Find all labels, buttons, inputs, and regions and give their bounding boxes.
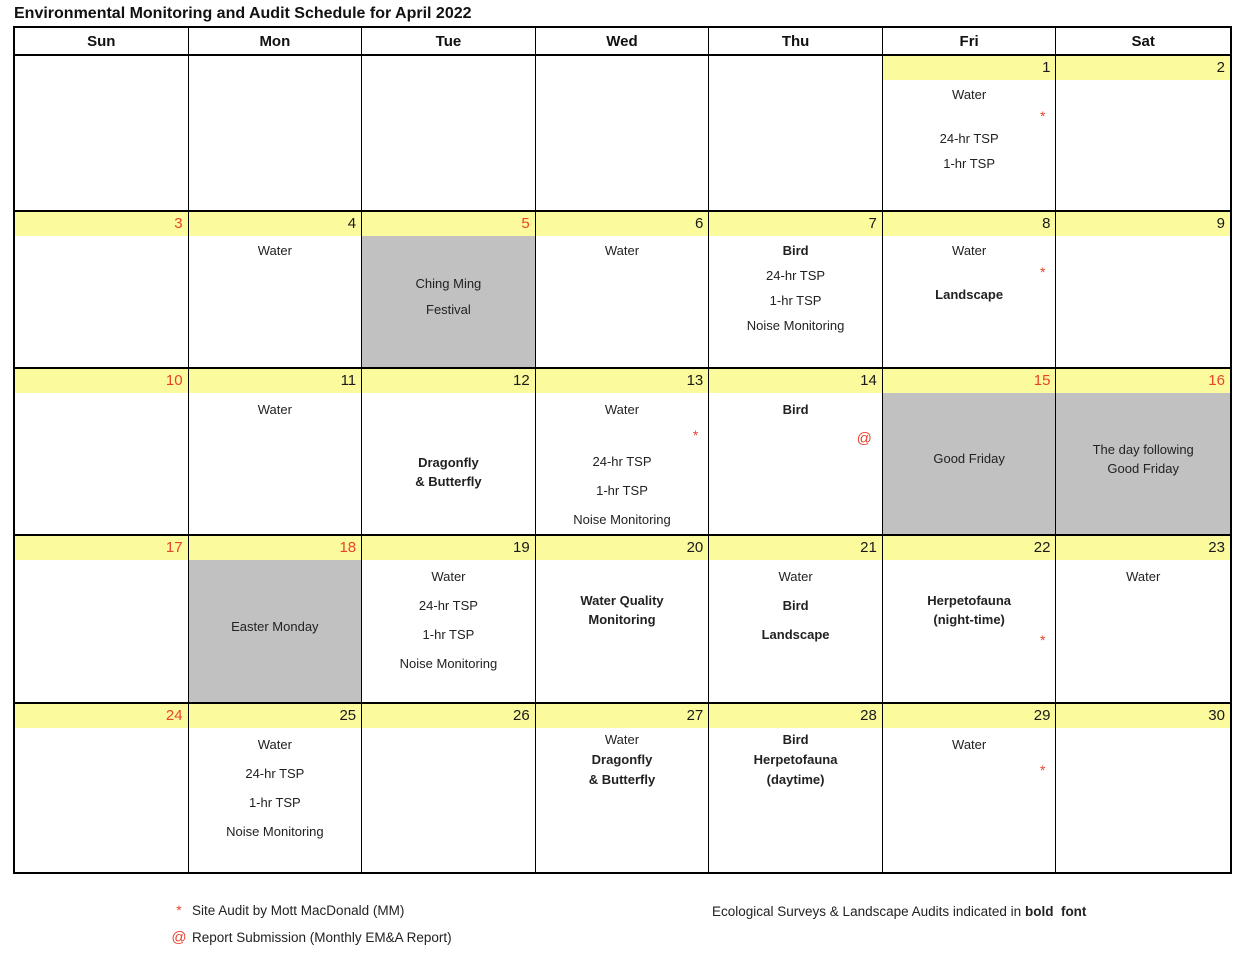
day-content (883, 728, 1056, 872)
day-cell-1 (883, 56, 1057, 212)
day-cell-8 (883, 212, 1057, 369)
day-number-strip (709, 56, 882, 80)
day-cell-empty (189, 56, 363, 212)
day-cell-27 (536, 704, 710, 872)
day-content (1056, 728, 1230, 872)
day-content (189, 728, 362, 872)
day-number-strip (15, 704, 188, 728)
activity-label: Water Quality Monitoring (580, 593, 664, 627)
day-number: 20 (686, 539, 704, 556)
activity-label: Noise Monitoring (573, 512, 671, 527)
day-content (536, 393, 709, 534)
activity-label: Water (952, 243, 987, 258)
legend-report-submission-text: Report Submission (Monthly EM&A Report) (192, 930, 452, 945)
day-number-strip (189, 56, 362, 80)
day-number: 27 (686, 707, 704, 724)
activity-label: Landscape (761, 627, 830, 642)
weekday-header-thu: Thu (709, 28, 883, 56)
day-number: 6 (694, 215, 704, 232)
day-content (709, 393, 882, 534)
day-content (536, 236, 709, 367)
day-content (15, 80, 188, 210)
day-number-strip (536, 212, 709, 236)
day-cell-14 (709, 369, 883, 536)
activity-label: Noise Monitoring (746, 318, 845, 333)
legend-site-audit (170, 902, 452, 929)
day-number: 2 (1216, 59, 1225, 76)
site-audit-asterisk-icon: * (692, 427, 699, 443)
day-content (15, 560, 188, 702)
holiday-label: Good Friday (933, 451, 1005, 466)
day-number-strip (362, 56, 535, 80)
activity-label: 24-hr TSP (418, 598, 478, 613)
activity-label: Bird (782, 243, 809, 258)
day-number: 22 (1033, 539, 1051, 556)
day-number: 13 (686, 372, 704, 389)
day-cell-30 (1056, 704, 1230, 872)
activity-label: Dragonfly & Butterfly (588, 752, 656, 787)
day-cell-9 (1056, 212, 1230, 369)
day-number-strip (709, 536, 882, 560)
day-number: 15 (1033, 372, 1051, 389)
holiday-content (883, 393, 1056, 534)
day-number: 25 (339, 707, 357, 724)
activity-label: Landscape (935, 287, 1004, 302)
activity-label (362, 424, 535, 453)
day-cell-11 (189, 369, 363, 536)
weekday-header-sat: Sat (1056, 28, 1230, 56)
day-cell-20 (536, 536, 710, 704)
holiday-content (362, 236, 535, 367)
day-number-strip (189, 704, 362, 728)
day-cell-23 (1056, 536, 1230, 704)
day-cell-12 (362, 369, 536, 536)
day-content (15, 393, 188, 534)
day-number: 17 (165, 539, 183, 556)
day-content (1056, 560, 1230, 702)
legend-bold-note-prefix: Ecological Surveys & Landscape Audits indicated in (712, 904, 1025, 919)
day-cell-21 (709, 536, 883, 704)
site-audit-asterisk-icon: * (1039, 632, 1046, 648)
holiday-label: Ching Ming Festival (415, 275, 482, 317)
day-number: 14 (860, 372, 877, 389)
day-number: 4 (347, 215, 357, 232)
day-number: 28 (860, 707, 877, 724)
day-cell-empty (536, 56, 710, 212)
day-number: 1 (1042, 59, 1051, 76)
day-number-strip (362, 704, 535, 728)
day-content (362, 80, 535, 210)
day-number-strip (536, 536, 709, 560)
day-content (1056, 236, 1230, 367)
activity-label: Water (257, 243, 292, 258)
activity-label: Noise Monitoring (226, 824, 324, 839)
day-content (362, 393, 535, 534)
day-number-strip (189, 536, 362, 560)
activity-label (536, 562, 709, 591)
day-number-strip (1056, 56, 1230, 80)
weekday-header-fri: Fri (883, 28, 1057, 56)
day-number-strip (883, 369, 1056, 393)
day-number: 3 (174, 215, 183, 232)
day-cell-10 (15, 369, 189, 536)
legend-bold-note (712, 904, 1086, 919)
activity-label: Dragonfly & Butterfly (415, 455, 482, 489)
activity-label: Water (257, 737, 292, 752)
day-cell-empty (362, 56, 536, 212)
day-content (536, 560, 709, 702)
day-number: 11 (340, 372, 357, 389)
day-number: 18 (339, 539, 357, 556)
day-number: 23 (1208, 539, 1225, 556)
legend-left (170, 902, 452, 956)
day-content (15, 728, 188, 872)
day-number-strip (362, 536, 535, 560)
holiday-content (1056, 393, 1230, 534)
day-number-strip (1056, 536, 1230, 560)
activity-label: Herpetofauna (daytime) (753, 752, 838, 787)
activity-label (883, 562, 1056, 591)
day-cell-empty (15, 56, 189, 212)
day-number: 7 (868, 215, 877, 232)
calendar-table (13, 26, 1232, 874)
day-number-strip (1056, 369, 1230, 393)
at-icon: @ (171, 929, 187, 946)
day-number-strip (536, 704, 709, 728)
day-cell-5 (362, 212, 536, 369)
activity-label: Water (1126, 569, 1161, 584)
legend-report-submission (170, 929, 452, 956)
day-number-strip (709, 369, 882, 393)
weekday-header-sun: Sun (15, 28, 189, 56)
day-content (362, 560, 535, 702)
day-cell-22 (883, 536, 1057, 704)
asterisk-icon: * (176, 902, 182, 918)
legend-bold-note-bold: bold font (1024, 904, 1087, 919)
day-content (883, 560, 1056, 702)
activity-label: 1-hr TSP (943, 156, 996, 171)
holiday-label: The day following Good Friday (1092, 441, 1194, 476)
day-cell-25 (189, 704, 363, 872)
day-content (883, 236, 1056, 367)
day-number: 30 (1208, 707, 1225, 724)
report-submission-at-icon: @ (856, 430, 872, 447)
site-audit-asterisk-icon: * (1039, 108, 1046, 124)
day-number: 26 (513, 707, 530, 724)
activity-label: 24-hr TSP (245, 766, 305, 781)
day-number-strip (15, 369, 188, 393)
day-number-strip (1056, 212, 1230, 236)
day-content (709, 728, 882, 872)
page-title: Environmental Monitoring and Audit Schedule for April 2022 (14, 5, 472, 22)
day-number-strip (15, 212, 188, 236)
activity-label: Bird (782, 732, 809, 747)
day-number: 8 (1042, 215, 1051, 232)
day-number-strip (1056, 704, 1230, 728)
activity-label (362, 395, 535, 424)
day-cell-4 (189, 212, 363, 369)
day-content (536, 80, 709, 210)
day-number-strip (536, 369, 709, 393)
holiday-label: Easter Monday (231, 618, 319, 634)
day-cell-15 (883, 369, 1057, 536)
day-number: 5 (521, 215, 530, 232)
day-cell-19 (362, 536, 536, 704)
day-number-strip (883, 536, 1056, 560)
day-number-strip (15, 536, 188, 560)
day-content (362, 728, 535, 872)
activity-label: Water (952, 737, 987, 752)
day-number-strip (362, 212, 535, 236)
day-number: 12 (513, 372, 530, 389)
day-content (883, 80, 1056, 210)
weekday-header-tue: Tue (362, 28, 536, 56)
day-number: 10 (165, 372, 183, 389)
day-cell-13 (536, 369, 710, 536)
day-number: 19 (513, 539, 530, 556)
day-number-strip (709, 212, 882, 236)
activity-label: 24-hr TSP (766, 268, 826, 283)
day-number: 21 (860, 539, 877, 556)
activity-label: Water (604, 402, 640, 417)
day-number-strip (15, 56, 188, 80)
day-content (189, 236, 362, 367)
day-number: 29 (1033, 707, 1051, 724)
activity-label: 1-hr TSP (422, 627, 475, 642)
activity-label: Water (257, 402, 292, 417)
day-number-strip (536, 56, 709, 80)
day-cell-3 (15, 212, 189, 369)
site-audit-asterisk-icon: * (1039, 762, 1046, 778)
activity-label: 1-hr TSP (248, 795, 301, 810)
day-content (1056, 80, 1230, 210)
day-content (709, 236, 882, 367)
day-cell-2 (1056, 56, 1230, 212)
day-cell-26 (362, 704, 536, 872)
day-content (709, 560, 882, 702)
day-cell-18 (189, 536, 363, 704)
day-cell-6 (536, 212, 710, 369)
day-number: 16 (1208, 372, 1225, 389)
day-number: 24 (165, 707, 183, 724)
site-audit-asterisk-icon: * (1039, 264, 1046, 280)
activity-label: 24-hr TSP (592, 454, 652, 469)
activity-label: Water (604, 243, 640, 258)
activity-label: 1-hr TSP (769, 293, 822, 308)
day-content (709, 80, 882, 210)
activity-label: Noise Monitoring (399, 656, 498, 671)
day-cell-29 (883, 704, 1057, 872)
day-number-strip (883, 212, 1056, 236)
holiday-content (189, 560, 362, 702)
activity-label: Water (778, 569, 813, 584)
legend-site-audit-text: Site Audit by Mott MacDonald (MM) (192, 903, 405, 918)
activity-label: Herpetofauna (night-time) (927, 593, 1012, 627)
weekday-header-wed: Wed (536, 28, 710, 56)
day-number-strip (362, 369, 535, 393)
activity-label: Water (604, 732, 640, 747)
day-cell-empty (709, 56, 883, 212)
activity-label: 1-hr TSP (596, 483, 648, 498)
activity-label: Water (431, 569, 466, 584)
day-number-strip (189, 369, 362, 393)
day-cell-16 (1056, 369, 1230, 536)
day-content (536, 728, 709, 872)
day-cell-7 (709, 212, 883, 369)
day-cell-28 (709, 704, 883, 872)
weekday-header-mon: Mon (189, 28, 363, 56)
activity-label: Water (952, 87, 987, 102)
day-cell-24 (15, 704, 189, 872)
day-content (15, 236, 188, 367)
day-cell-17 (15, 536, 189, 704)
day-number-strip (709, 704, 882, 728)
day-content (189, 393, 362, 534)
activity-label: Bird (782, 402, 809, 417)
day-number-strip (883, 704, 1056, 728)
day-number-strip (189, 212, 362, 236)
activity-label: 24-hr TSP (939, 131, 999, 146)
day-content (189, 80, 362, 210)
day-number: 9 (1216, 215, 1225, 232)
activity-label: Bird (782, 598, 809, 613)
day-number-strip (883, 56, 1056, 80)
